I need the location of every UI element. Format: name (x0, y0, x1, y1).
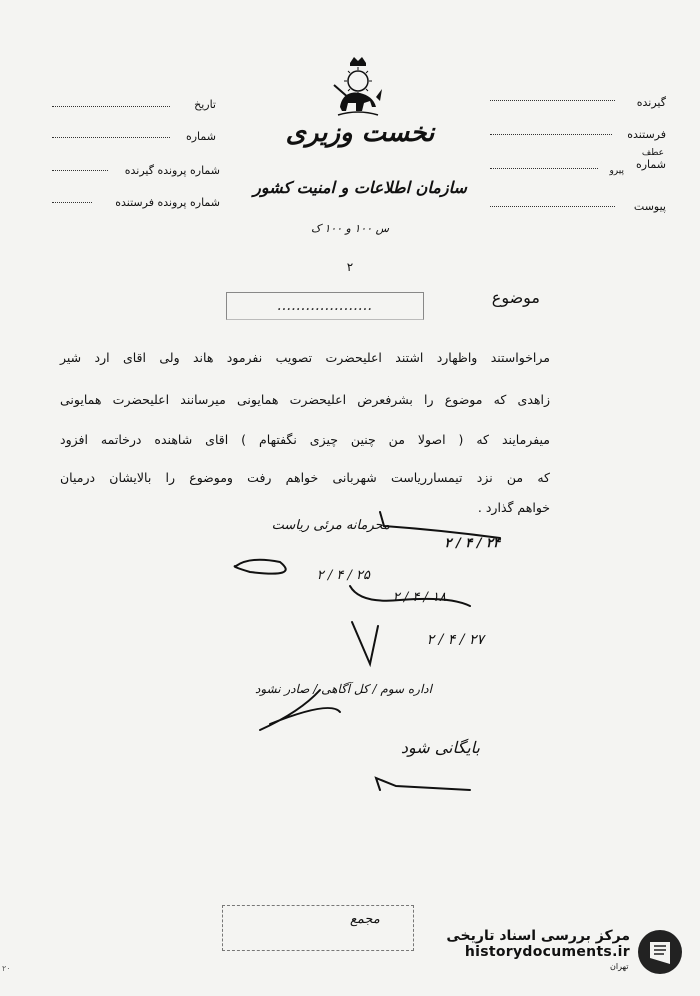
handwritten-routing-note: اداره سوم / کل آگاهی / صادر نشود (255, 682, 432, 696)
sender-label: فرستنده (627, 128, 666, 141)
signature-stroke-1 (380, 512, 500, 538)
date-label: تاریخ (194, 98, 216, 111)
page-number: ۲ (346, 260, 354, 274)
handwritten-date-2: ۲۵ / ۴ / ۲ (316, 568, 370, 583)
recipient-label: گیرنده (636, 96, 666, 109)
body-line-5: خواهم گذارد . (477, 500, 550, 515)
subject-label: موضوع (491, 288, 540, 307)
signature-stroke-6 (376, 778, 470, 790)
ref-label: عطف (641, 148, 664, 158)
bottom-stamp-box (222, 905, 414, 951)
corner-number: ۲۰ (2, 964, 11, 973)
watermark-url: historydocuments.ir (464, 944, 630, 960)
handwritten-date-1: ۲۴ / ۴ / ۲ (444, 536, 500, 551)
watermark-logo-icon (636, 928, 684, 976)
reference-code: س ۱۰۰ و ۱۰۰ ک (310, 222, 390, 235)
stamp-text: مجمع (350, 912, 380, 927)
number-label-right: شماره (635, 158, 666, 171)
handwritten-note-confidential: محرمانه مرئی ریاست (271, 518, 390, 533)
signature-stroke-2 (235, 560, 286, 574)
number-label-left: شماره (185, 130, 216, 143)
body-line-3: میفرمایند که ( اصولا من چنین چیزی نگفتهام ) اقای شاهنده درخاتمه افزود (60, 432, 550, 447)
signature-stroke-4 (352, 622, 378, 664)
watermark-title: مرکز بررسی اسناد تاریخی (446, 928, 630, 944)
prime-ministry-title: نخست وزیری (285, 118, 435, 148)
signature-stroke-3 (350, 586, 470, 606)
attachment-label: پیوست (633, 200, 666, 213)
signature-stroke-5 (260, 690, 340, 730)
sender-file-label: شماره پرونده فرستنده (115, 196, 220, 209)
watermark (430, 928, 630, 960)
handwritten-date-3: ۱۸ / ۴ / ۲ (392, 590, 446, 605)
handwritten-archive-note: بایگانی شود (400, 738, 480, 757)
subject-value: .................... (277, 296, 373, 314)
body-line-1: مراخواستند واظهارد اشتند اعلیحضرت تصویب نفرمود هاند ولی اقای ارد شیر (60, 350, 550, 365)
savak-title: سازمان اطلاعات و امنیت کشور (253, 178, 467, 197)
body-line-4: که من نزد تیمسارریاست شهربانی خواهم رفت وموضوع را بالایشان درمیان (60, 470, 550, 485)
recipient-file-label: شماره پرونده گیرنده (124, 164, 220, 177)
handwritten-date-4: ۲۷ / ۴ / ۲ (426, 632, 484, 648)
body-line-2: زاهدی که موضوع را بشرفعرض اعلیحضرت همایونی میرسانند اعلیحضرت همایونی (60, 392, 550, 407)
follow-label: پیرو (609, 166, 624, 176)
watermark-small-text: تهران (610, 962, 629, 971)
